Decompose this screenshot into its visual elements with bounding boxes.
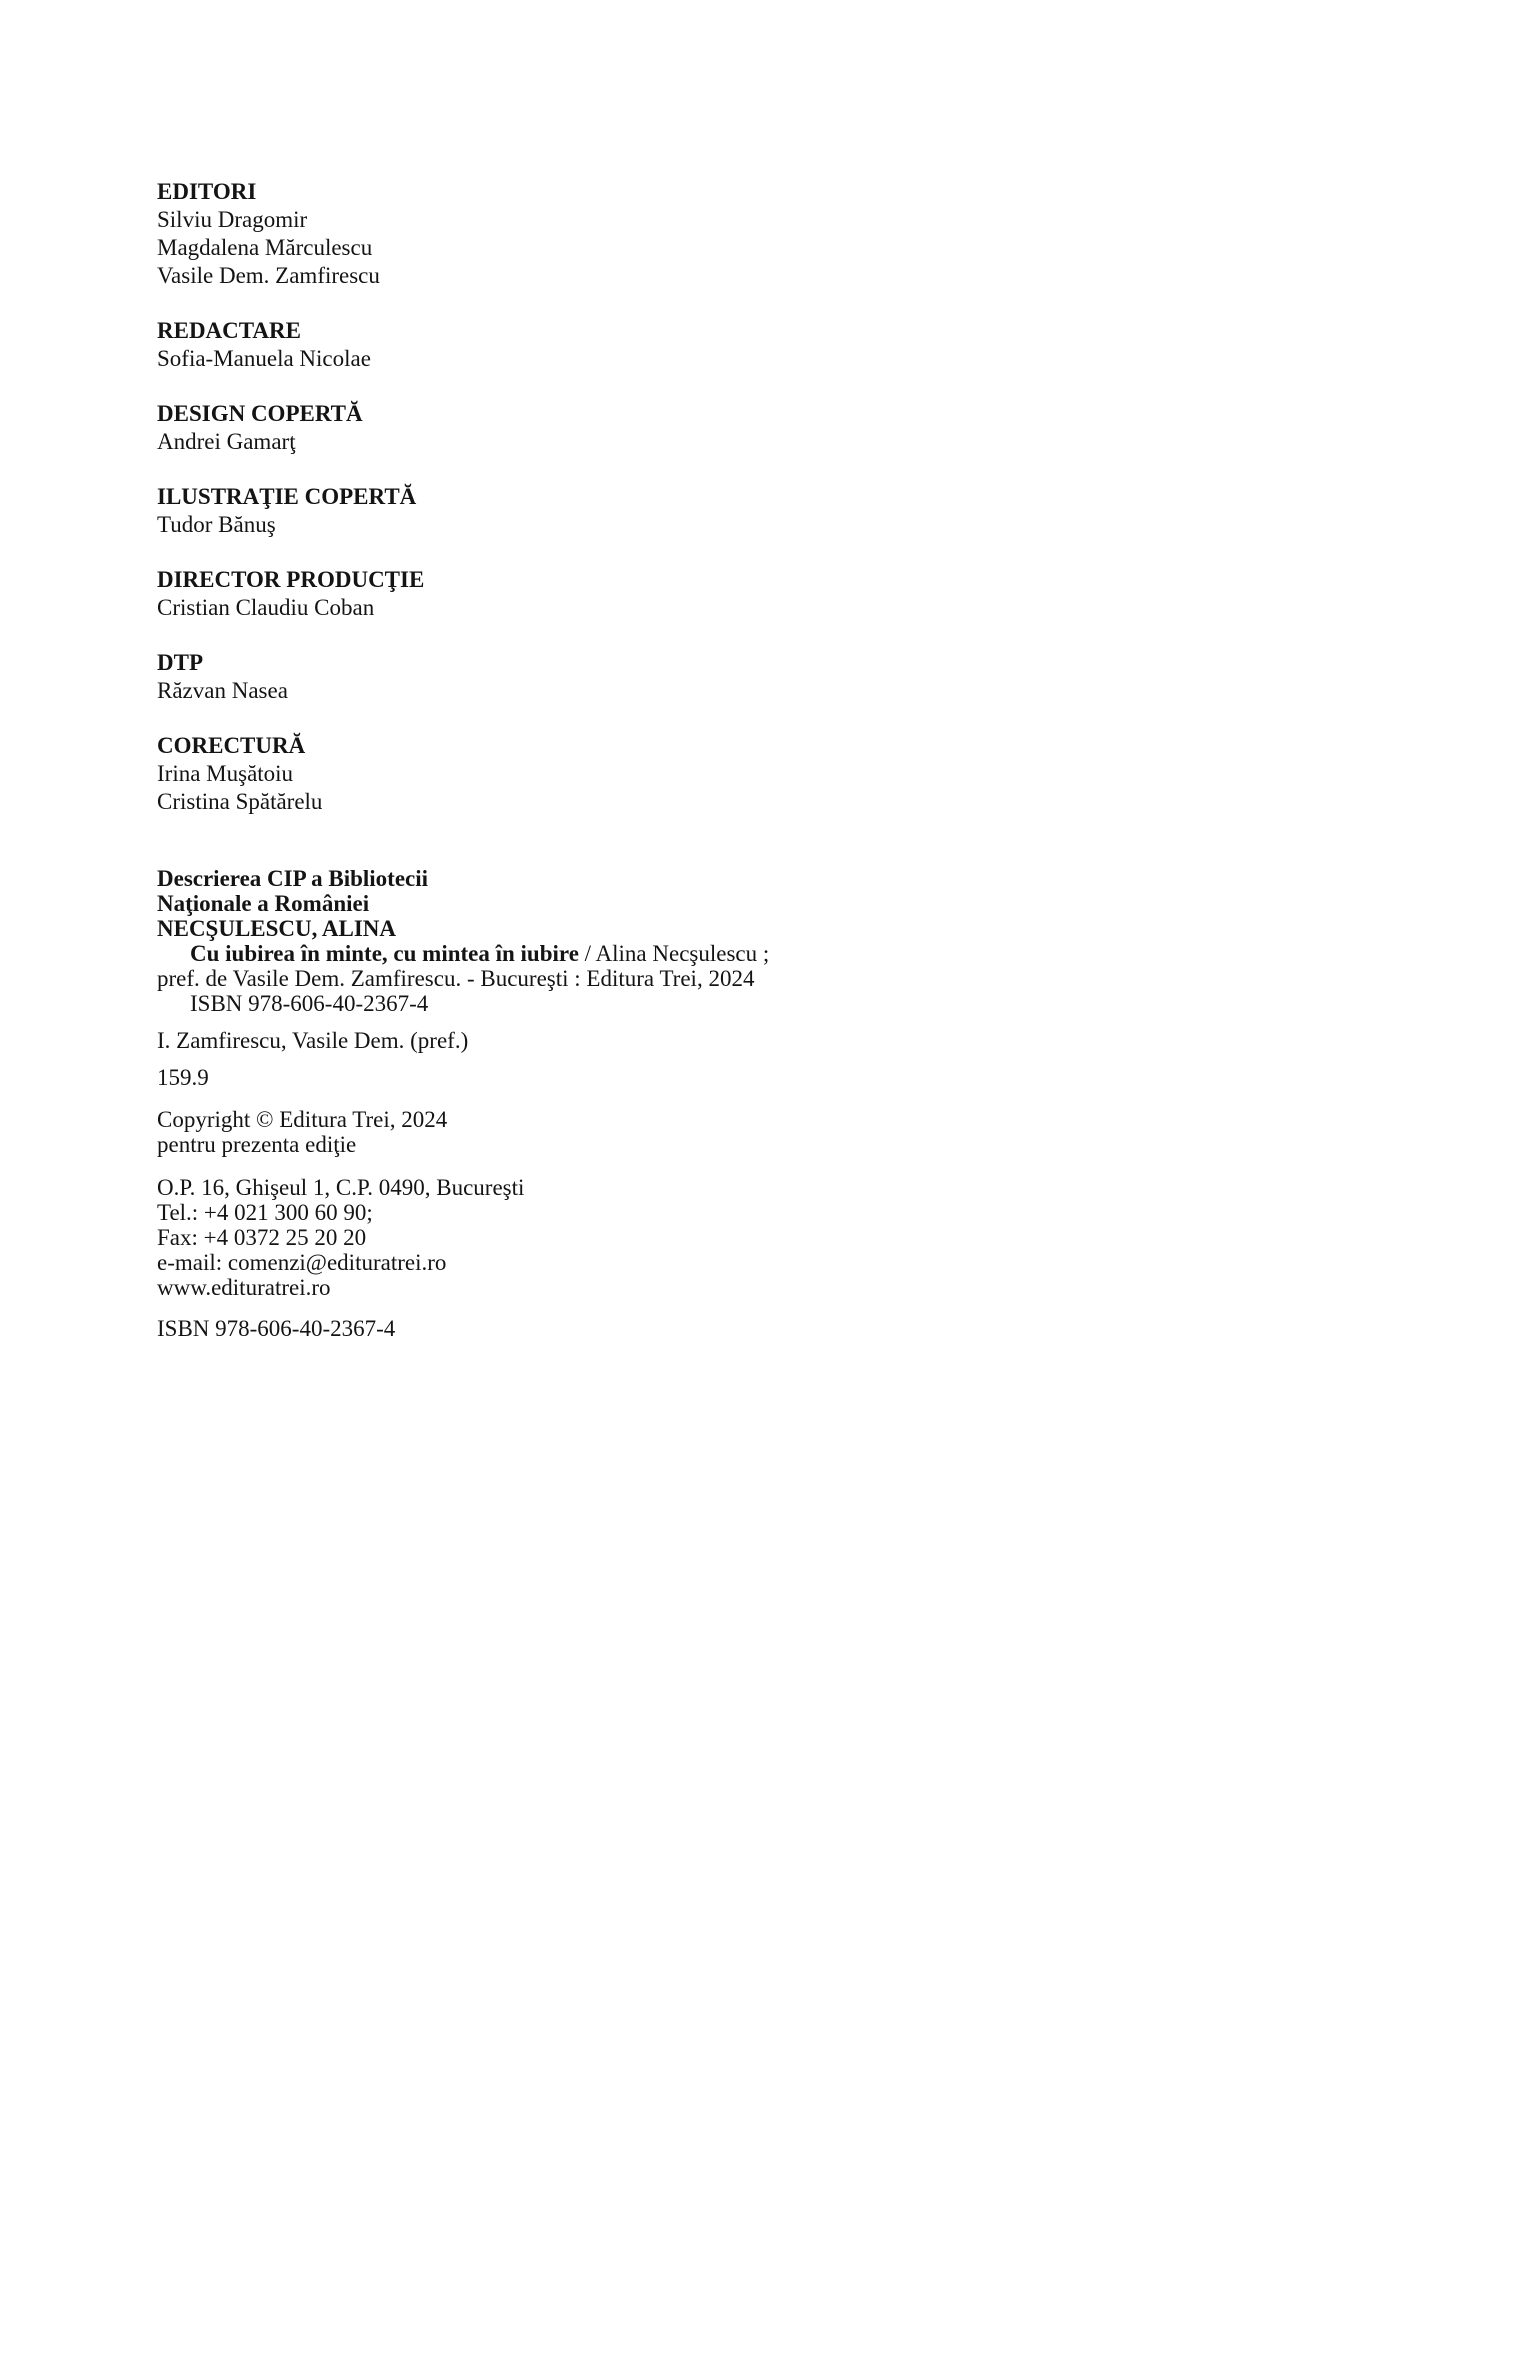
credit-name: Răzvan Nasea xyxy=(157,678,288,703)
credit-name: Silviu Dragomir xyxy=(157,207,308,232)
copyright-notice xyxy=(157,1107,1357,1157)
copyright-line: Copyright © Editura Trei, 2024 xyxy=(157,1107,448,1132)
credit-block-dtp xyxy=(157,649,1357,705)
credit-block-editori xyxy=(157,178,1357,290)
preface-credit-note: I. Zamfirescu, Vasile Dem. (pref.) xyxy=(157,1028,469,1053)
classification-number: 159.9 xyxy=(157,1065,209,1090)
cip-title-line xyxy=(157,941,1357,966)
credit-block-redactare xyxy=(157,317,1357,373)
fax-line: Fax: +4 0372 25 20 20 xyxy=(157,1225,367,1250)
credit-name: Vasile Dem. Zamfirescu xyxy=(157,263,380,288)
credit-name: Cristina Spătărelu xyxy=(157,789,323,814)
website-line: www.edituratrei.ro xyxy=(157,1275,331,1300)
cip-book-title: Cu iubirea în minte, cu mintea în iubire xyxy=(190,941,579,966)
credit-name: Irina Muşătoiu xyxy=(157,761,294,786)
credit-block-design-coperta xyxy=(157,400,1357,456)
credit-name: Cristian Claudiu Coban xyxy=(157,595,375,620)
credit-heading: CORECTURĂ xyxy=(157,733,306,758)
email-line: e-mail: comenzi@edituratrei.ro xyxy=(157,1250,447,1275)
cip-author: NECŞULESCU, ALINA xyxy=(157,916,397,941)
cip-isbn: ISBN 978-606-40-2367-4 xyxy=(190,991,429,1016)
phone-line: Tel.: +4 021 300 60 90; xyxy=(157,1200,373,1225)
credit-heading: DTP xyxy=(157,650,203,675)
page-content xyxy=(157,178,1357,1341)
copyright-line: pentru prezenta ediţie xyxy=(157,1132,357,1157)
credit-heading: EDITORI xyxy=(157,179,257,204)
credit-heading: ILUSTRAŢIE COPERTĂ xyxy=(157,484,417,509)
cip-title-suffix: / Alina Necşulescu ; xyxy=(578,941,770,966)
credit-name: Tudor Bănuş xyxy=(157,512,276,537)
credit-name: Andrei Gamarţ xyxy=(157,429,296,454)
credit-name: Magdalena Mărculescu xyxy=(157,235,373,260)
isbn-footer: ISBN 978-606-40-2367-4 xyxy=(157,1316,396,1341)
credit-block-ilustratie-coperta xyxy=(157,483,1357,539)
cip-heading-line: Naţionale a României xyxy=(157,891,370,916)
postal-address-line: O.P. 16, Ghişeul 1, C.P. 0490, Bucureşti xyxy=(157,1175,525,1200)
cip-publisher-line: pref. de Vasile Dem. Zamfirescu. - Bucureşti : Editura Trei, 2024 xyxy=(157,966,755,991)
credit-block-director-productie xyxy=(157,566,1357,622)
credit-heading: DESIGN COPERTĂ xyxy=(157,401,363,426)
credit-heading: REDACTARE xyxy=(157,318,301,343)
cip-heading-line: Descrierea CIP a Bibliotecii xyxy=(157,866,429,891)
credit-block-corectura xyxy=(157,732,1357,816)
cip-description-section xyxy=(157,866,1357,1016)
credits-section xyxy=(157,178,1357,816)
credit-name: Sofia-Manuela Nicolae xyxy=(157,346,371,371)
credit-heading: DIRECTOR PRODUCŢIE xyxy=(157,567,425,592)
publisher-contact-block xyxy=(157,1175,1357,1300)
